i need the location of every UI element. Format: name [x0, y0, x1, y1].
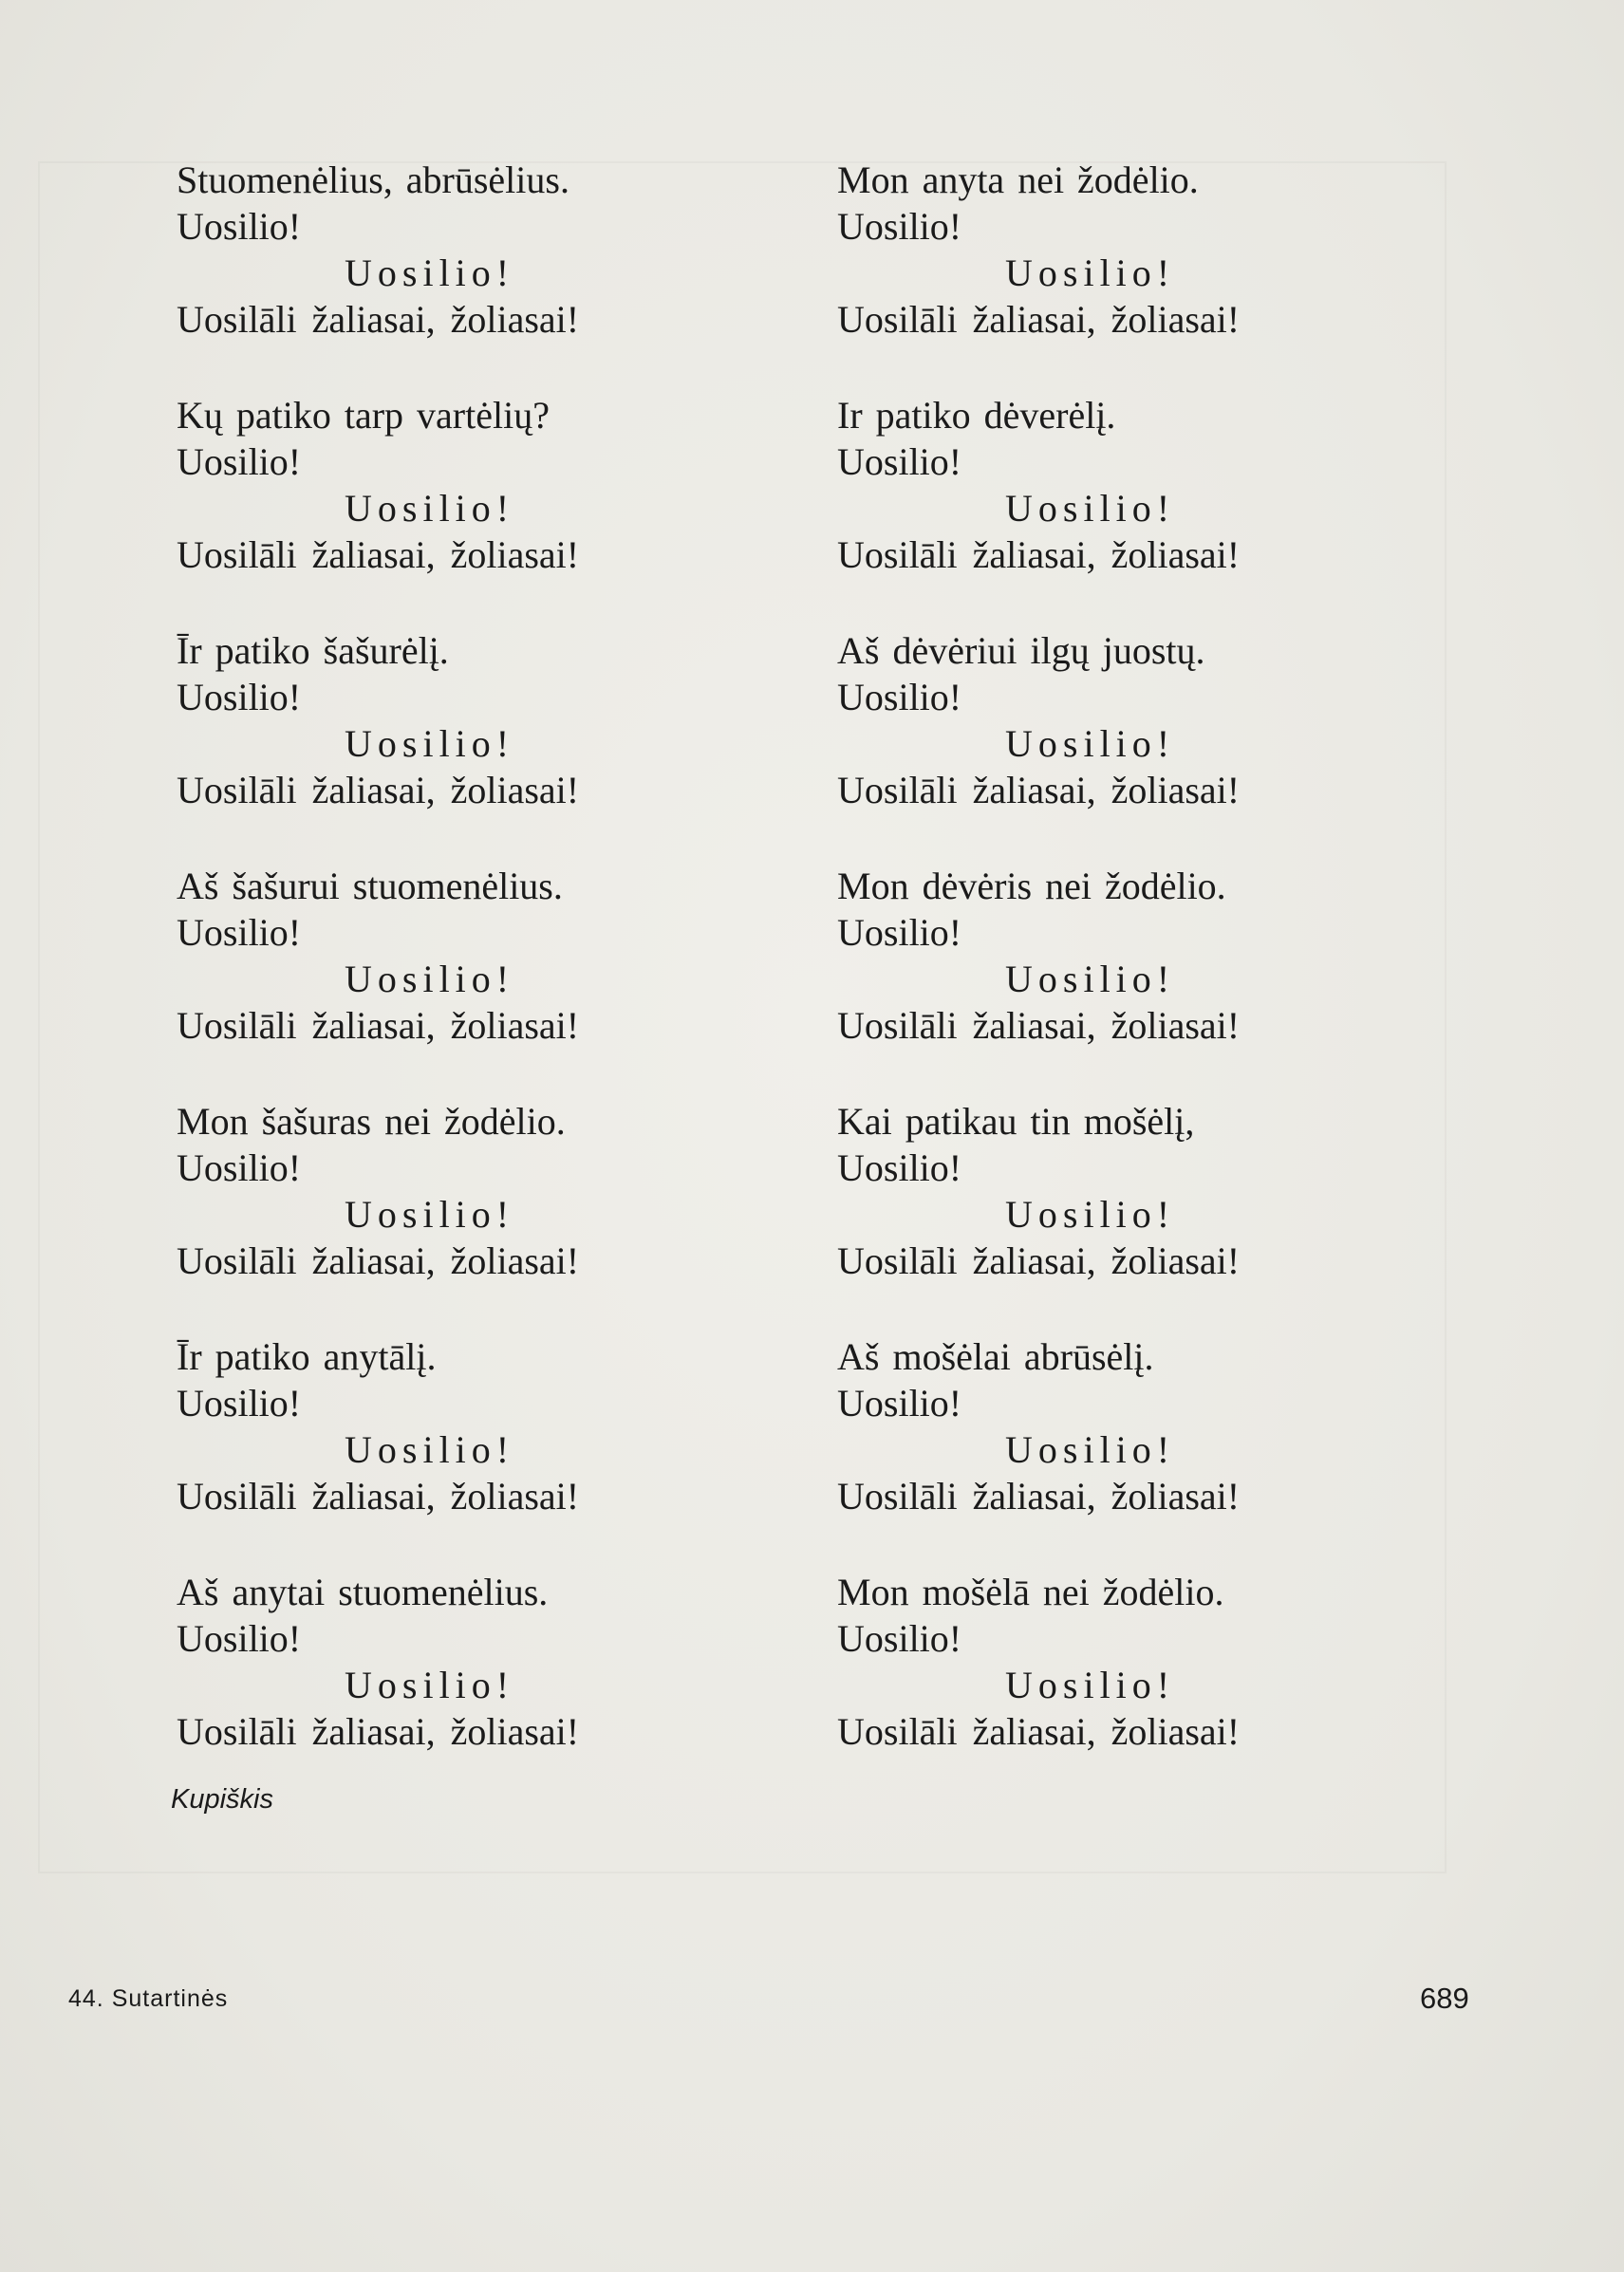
stanza-refrain-line: Uosilāli žaliasai, žoliasai!: [177, 1710, 580, 1753]
stanza-call-line: Uosilio!: [837, 1146, 962, 1189]
stanza-call-line: Uosilio!: [177, 911, 302, 954]
stanza-echo-line: Uosilio!: [345, 1193, 515, 1236]
stanza: [837, 1333, 1521, 1569]
stanza-call-line: Uosilio!: [837, 911, 962, 954]
stanza-call-line: Uosilio!: [837, 676, 962, 718]
stanza-call-line: Uosilio!: [837, 205, 962, 248]
stanza-refrain-line: Uosilāli žaliasai, žoliasai!: [837, 533, 1241, 576]
stanza-refrain-line: Uosilāli žaliasai, žoliasai!: [177, 769, 580, 811]
stanza-first-line: Ir patiko dėverėlį.: [837, 394, 1116, 437]
stanza-echo-line: Uosilio!: [345, 251, 515, 294]
stanza-call-line: Uosilio!: [837, 1617, 962, 1660]
stanza-first-line: Aš dėvėriui ilgų juostų.: [837, 629, 1205, 672]
stanza-echo-line: Uosilio!: [1005, 1664, 1176, 1706]
right-column: [837, 157, 1521, 1804]
stanza-first-line: Aš anytai stuomenėlius.: [177, 1571, 549, 1613]
stanza-refrain-line: Uosilāli žaliasai, žoliasai!: [837, 1710, 1241, 1753]
stanza-call-line: Uosilio!: [177, 1617, 302, 1660]
stanza-echo-line: Uosilio!: [345, 958, 515, 1000]
stanza: [837, 1098, 1521, 1333]
stanza-echo-line: Uosilio!: [345, 487, 515, 530]
stanza: [837, 627, 1521, 863]
stanza-refrain-line: Uosilāli žaliasai, žoliasai!: [837, 1239, 1241, 1282]
stanza-refrain-line: Uosilāli žaliasai, žoliasai!: [837, 298, 1241, 341]
stanza-refrain-line: Uosilāli žaliasai, žoliasai!: [177, 1004, 580, 1047]
section-footer: 44. Sutartinės: [68, 1985, 229, 2012]
stanza-refrain-line: Uosilāli žaliasai, žoliasai!: [177, 298, 580, 341]
stanza-first-line: Mon mošėlā nei žodėlio.: [837, 1571, 1224, 1613]
stanza-first-line: Mon anyta nei žodėlio.: [837, 158, 1199, 201]
stanza-refrain-line: Uosilāli žaliasai, žoliasai!: [837, 769, 1241, 811]
stanza-refrain-line: Uosilāli žaliasai, žoliasai!: [177, 1239, 580, 1282]
stanza-echo-line: Uosilio!: [1005, 487, 1176, 530]
stanza-echo-line: Uosilio!: [345, 722, 515, 765]
stanza: [837, 157, 1521, 392]
stanza-refrain-line: Uosilāli žaliasai, žoliasai!: [837, 1004, 1241, 1047]
stanza-echo-line: Uosilio!: [1005, 1193, 1176, 1236]
stanza-echo-line: Uosilio!: [1005, 722, 1176, 765]
stanza: [177, 392, 860, 627]
left-column: [177, 157, 860, 1804]
stanza-first-line: Mon šašuras nei žodėlio.: [177, 1100, 566, 1143]
stanza-first-line: Īr patiko šašurėlį.: [177, 629, 449, 672]
stanza-call-line: Uosilio!: [177, 1382, 302, 1425]
stanza-call-line: Uosilio!: [177, 205, 302, 248]
stanza: [837, 863, 1521, 1098]
stanza-refrain-line: Uosilāli žaliasai, žoliasai!: [837, 1475, 1241, 1518]
stanza-echo-line: Uosilio!: [1005, 1428, 1176, 1471]
stanza-echo-line: Uosilio!: [345, 1428, 515, 1471]
stanza-call-line: Uosilio!: [177, 1146, 302, 1189]
stanza-call-line: Uosilio!: [837, 1382, 962, 1425]
stanza: [837, 392, 1521, 627]
stanza-first-line: Īr patiko anytālį.: [177, 1335, 437, 1378]
stanza: [177, 1333, 860, 1569]
stanza-first-line: Kų patiko tarp vartėlių?: [177, 394, 550, 437]
stanza: [837, 1569, 1521, 1804]
place-of-origin: Kupiškis: [171, 1784, 273, 1815]
stanza-call-line: Uosilio!: [177, 676, 302, 718]
stanza-first-line: Kai patikau tin mošėlį,: [837, 1100, 1195, 1143]
stanza-first-line: Mon dėvėris nei žodėlio.: [837, 865, 1226, 907]
stanza: [177, 157, 860, 392]
stanza: [177, 1098, 860, 1333]
stanza-first-line: Aš šašurui stuomenėlius.: [177, 865, 563, 907]
stanza-call-line: Uosilio!: [177, 440, 302, 483]
page-number: 689: [1420, 1982, 1469, 2015]
stanza-refrain-line: Uosilāli žaliasai, žoliasai!: [177, 1475, 580, 1518]
stanza: [177, 863, 860, 1098]
stanza-echo-line: Uosilio!: [345, 1664, 515, 1706]
stanza-echo-line: Uosilio!: [1005, 958, 1176, 1000]
stanza-echo-line: Uosilio!: [1005, 251, 1176, 294]
stanza: [177, 627, 860, 863]
stanza: [177, 1569, 860, 1804]
stanza-call-line: Uosilio!: [837, 440, 962, 483]
stanza-first-line: Stuomenėlius, abrūsėlius.: [177, 158, 569, 201]
stanza-first-line: Aš mošėlai abrūsėlį.: [837, 1335, 1154, 1378]
stanza-refrain-line: Uosilāli žaliasai, žoliasai!: [177, 533, 580, 576]
